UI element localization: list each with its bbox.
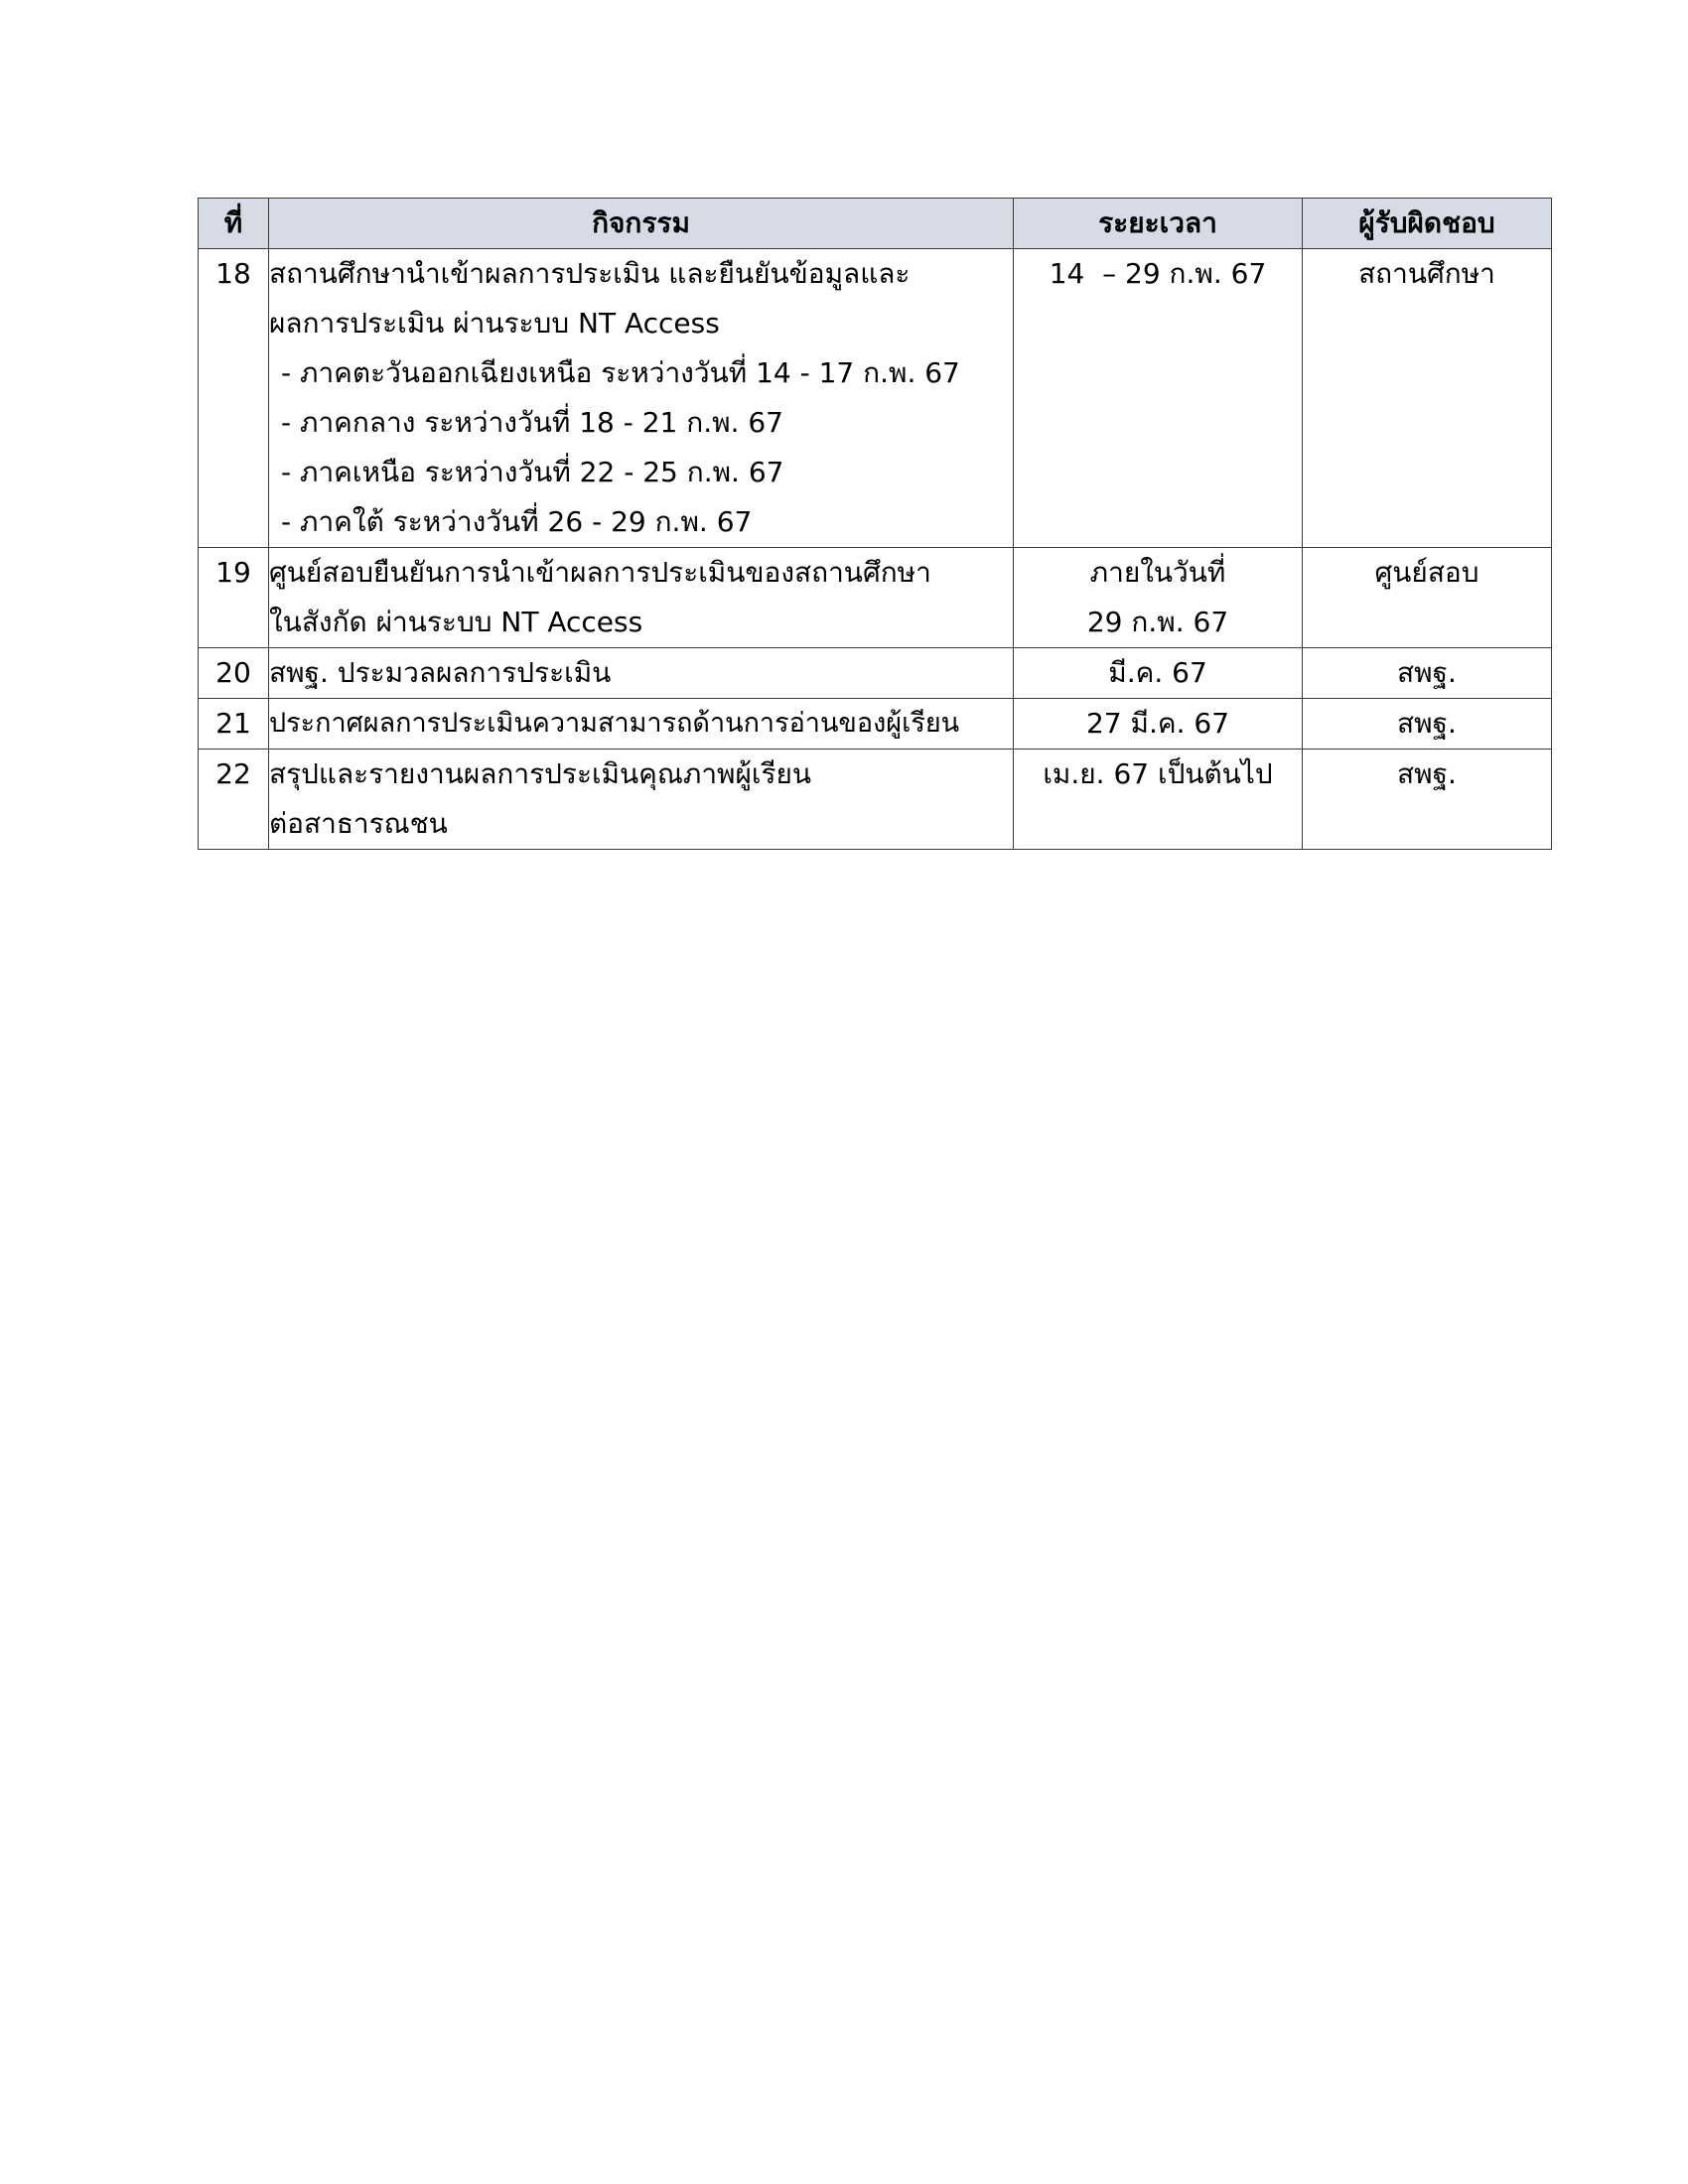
activity-cell <box>269 750 1014 850</box>
header-no: ที่ <box>199 199 269 249</box>
period-line: 27 มี.ค. 67 <box>1085 707 1230 740</box>
activity-line: ในสังกัด ผ่านระบบ NT Access <box>269 606 643 638</box>
activity-line: สพฐ. ประมวลผลการประเมิน <box>269 656 612 689</box>
table-header <box>199 199 1552 249</box>
activity-line: ต่อสาธารณชน <box>269 807 448 840</box>
activity-line: ผลการประเมิน ผ่านระบบ NT Access <box>269 307 720 340</box>
activity-line: สรุปและรายงานผลการประเมินคุณภาพผู้เรียน <box>269 757 812 790</box>
period-cell <box>1014 699 1303 750</box>
activity-sub-item: - ภาคใต้ ระหว่างวันที่ 26 - 29 ก.พ. 67 <box>281 505 753 538</box>
activity-cell <box>269 699 1014 750</box>
table-row <box>199 699 1552 750</box>
activity-line: สถานศึกษานำเข้าผลการประเมิน และยืนยันข้อมูลและ <box>269 257 911 290</box>
table-row <box>199 648 1552 699</box>
header-responsible: ผู้รับผิดชอบ <box>1303 199 1552 249</box>
header-row <box>199 199 1552 249</box>
header-activity: กิจกรรม <box>269 199 1014 249</box>
activity-cell <box>269 648 1014 699</box>
responsible-cell: สถานศึกษา <box>1303 249 1552 548</box>
activity-sub-item: - ภาคกลาง ระหว่างวันที่ 18 - 21 ก.พ. 67 <box>281 406 783 439</box>
period-cell <box>1014 548 1303 648</box>
table-body <box>199 249 1552 850</box>
responsible-cell: ศูนย์สอบ <box>1303 548 1552 648</box>
period-cell <box>1014 750 1303 850</box>
responsible-cell: สพฐ. <box>1303 750 1552 850</box>
row-number: 22 <box>199 750 269 850</box>
row-number: 18 <box>199 249 269 548</box>
responsible-cell: สพฐ. <box>1303 699 1552 750</box>
period-line: 14 – 29 ก.พ. 67 <box>1049 257 1267 290</box>
period-line: เม.ย. 67 เป็นต้นไป <box>1043 757 1273 790</box>
activity-line: ศูนย์สอบยืนยันการนำเข้าผลการประเมินของสถานศึกษา <box>269 556 931 589</box>
period-line: ภายในวันที่ <box>1089 556 1226 589</box>
period-cell <box>1014 249 1303 548</box>
period-line: 29 ก.พ. 67 <box>1086 606 1229 638</box>
table-row <box>199 548 1552 648</box>
row-number: 20 <box>199 648 269 699</box>
period-cell <box>1014 648 1303 699</box>
responsible-cell: สพฐ. <box>1303 648 1552 699</box>
period-line: มี.ค. 67 <box>1108 656 1207 689</box>
activity-cell <box>269 548 1014 648</box>
row-number: 21 <box>199 699 269 750</box>
activity-sub-item: - ภาคตะวันออกเฉียงเหนือ ระหว่างวันที่ 14 - 17 ก.พ. 67 <box>281 356 960 389</box>
schedule-table <box>198 198 1552 850</box>
row-number: 19 <box>199 548 269 648</box>
table-row <box>199 249 1552 548</box>
table-row <box>199 750 1552 850</box>
activity-line: ประกาศผลการประเมินความสามารถด้านการอ่านของผู้เรียน <box>269 708 960 739</box>
activity-cell <box>269 249 1014 548</box>
activity-sub-item: - ภาคเหนือ ระหว่างวันที่ 22 - 25 ก.พ. 67 <box>281 456 784 488</box>
header-period: ระยะเวลา <box>1014 199 1303 249</box>
